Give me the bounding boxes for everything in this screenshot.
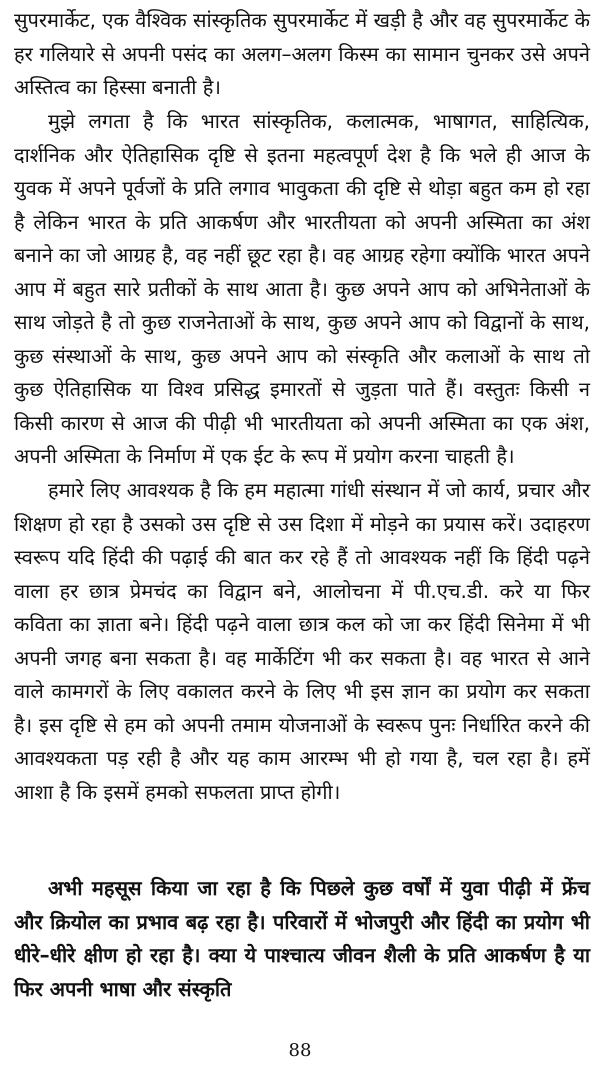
document-page <box>14 4 590 1064</box>
paragraph-institute-direction: हमारे लिए आवश्यक है कि हम महात्मा गांधी संस्थान में जो कार्य, प्रचार और शिक्षण हो रहा है उसको उस दृष्टि से उस दिशा में मोड़ने का प्रयास करें। उदाहरण स्वरूप यदि हिंदी की पढ़ाई की बात कर रहे हैं तो आवश्यक नहीं कि हिंदी पढ़ने वाला हर छात्र प्रेमचंद का विद्वान बने, आलोचना में पी.एच.डी. करे या फिर कविता का ज्ञाता बने। हिंदी पढ़ने वाला छात्र कल को जा कर हिंदी सिनेमा में भी अपनी जगह बना सकता है। वह मार्केटिंग भी कर सकता है। वह भारत से आने वाले कामगरों के लिए वकालत करने के लिए भी इस ज्ञान का प्रयोग कर सकता है। इस दृष्टि से हम को अपनी तमाम योजनाओं के स्वरूप पुनः निर्धारित करने की आवश्यकता पड़ रही है और यह काम आरम्भ भी हो गया है, चल रहा है। हमें आशा है कि इसमें हमको सफलता प्राप्त होगी। <box>14 478 590 804</box>
page-number: 88 <box>288 1040 312 1061</box>
paragraph-indian-identity: मुझे लगता है कि भारत सांस्कृतिक, कलात्मक, भाषागत, साहित्यिक, दार्शनिक और ऐतिहासिक दृष्टि से इतना महत्वपूर्ण देश है कि भले ही आज के युवक में अपने पूर्वजों के प्रति लगाव भावुकता की दृष्टि से थोड़ा बहुत कम हो रहा है लेकिन भारत के प्रति आकर्षण और भारतीयता को अपनी अस्मिता का अंश बनाने का जो आग्रह है, वह नहीं छूट रहा है। वह आग्रह रहेगा क्योंकि भारत अपने आप में बहुत सारे प्रतीकों के साथ आता है। कुछ अपने आप को अभिनेताओं के साथ जोड़ते है तो कुछ राजनेताओं के साथ, कुछ अपने आप को विद्वानों के साथ, कुछ संस्थाओं के साथ, कुछ अपने आप को संस्कृति और कलाओं के साथ तो कुछ ऐतिहासिक या विश्व प्रसिद्ध इमारतों से जुड़ता पाते हैं। वस्तुतः किसी न किसी कारण से आज की पीढ़ी भी भारतीयता को अपनी अस्मिता का एक अंश, अपनी अस्मिता के निर्माण में एक ईट के रूप में प्रयोग करना चाहती है। <box>14 109 590 468</box>
paragraph-bold-question: अभी महसूस किया जा रहा है कि पिछले कुछ वर्षों में युवा पीढ़ी में फ्रेंच और क्रियोल का प्रभाव बढ़ रहा है। परिवारों में भोजपुरी और हिंदी का प्रयोग भी धीरे–धीरे क्षीण हो रहा है। क्या ये पाश्चात्य जीवन शैली के प्रति आकर्षण है या फिर अपनी भाषा और संस्कृति <box>14 876 590 1001</box>
paragraph-continuation: सुपरमार्केट, एक वैश्विक सांस्कृतिक सुपरमार्केट में खड़ी है और वह सुपरमार्केट के हर गलियारे से अपनी पसंद का अलग–अलग किस्म का सामान चुनकर उसे अपने अस्तित्व का हिस्सा बनाती है। <box>14 8 590 99</box>
